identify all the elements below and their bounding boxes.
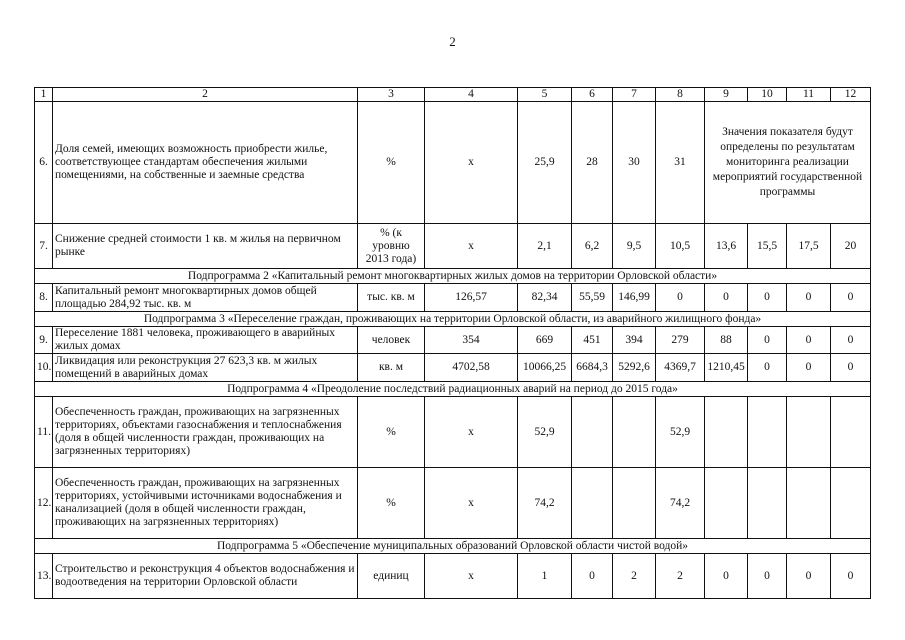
value-cell <box>705 397 748 468</box>
value-cell: х <box>425 224 518 269</box>
value-cell <box>787 468 831 539</box>
row-number: 8. <box>35 284 53 312</box>
value-cell: 17,5 <box>787 224 831 269</box>
column-number: 9 <box>705 88 748 102</box>
value-cell: 0 <box>831 284 871 312</box>
value-cell: 0 <box>705 284 748 312</box>
value-cell: 1210,45 <box>705 354 748 382</box>
value-cell: 10,5 <box>656 224 705 269</box>
value-cell: 0 <box>831 554 871 599</box>
value-cell <box>572 397 613 468</box>
column-number: 11 <box>787 88 831 102</box>
value-cell: 5292,6 <box>613 354 656 382</box>
table-row <box>35 224 871 269</box>
unit-cell: % <box>358 102 425 224</box>
value-cell: 10066,25 <box>518 354 572 382</box>
row-number: 13. <box>35 554 53 599</box>
column-number: 5 <box>518 88 572 102</box>
value-cell: 1 <box>518 554 572 599</box>
value-cell: 74,2 <box>518 468 572 539</box>
indicator-name: Снижение средней стоимости 1 кв. м жилья на первичном рынке <box>53 224 358 269</box>
value-cell <box>831 397 871 468</box>
table-row <box>35 102 871 224</box>
value-cell: 0 <box>748 554 787 599</box>
row-number: 9. <box>35 327 53 354</box>
column-number: 7 <box>613 88 656 102</box>
column-number: 6 <box>572 88 613 102</box>
value-cell: 146,99 <box>613 284 656 312</box>
value-cell: 0 <box>787 354 831 382</box>
unit-cell: % (к уровню 2013 года) <box>358 224 425 269</box>
value-cell: 28 <box>572 102 613 224</box>
value-cell <box>572 468 613 539</box>
indicator-name: Обеспеченность граждан, проживающих на загрязненных территориях, объектами газоснабжения и теплоснабжения (доля в общей численности граждан, проживающих на загрязненных территориях) <box>53 397 358 468</box>
column-number: 2 <box>53 88 358 102</box>
subprogram-title: Подпрограмма 4 «Преодоление последствий радиационных аварий на период до 2015 года» <box>35 382 871 397</box>
value-cell: 30 <box>613 102 656 224</box>
indicators-table <box>34 87 871 599</box>
value-cell: 0 <box>748 354 787 382</box>
value-cell: 25,9 <box>518 102 572 224</box>
row-number: 6. <box>35 102 53 224</box>
unit-cell: кв. м <box>358 354 425 382</box>
value-cell <box>613 397 656 468</box>
table-row <box>35 354 871 382</box>
table-row <box>35 327 871 354</box>
value-cell: 0 <box>705 554 748 599</box>
value-cell: 0 <box>656 284 705 312</box>
value-cell: 126,57 <box>425 284 518 312</box>
subprogram-title: Подпрограмма 3 «Переселение граждан, проживающих на территории Орловской области, из аварийного жилищного фонда» <box>35 312 871 327</box>
value-cell: 2 <box>613 554 656 599</box>
value-cell: 31 <box>656 102 705 224</box>
table-row <box>35 284 871 312</box>
indicator-name: Обеспеченность граждан, проживающих на загрязненных территориях, устойчивыми источниками водоснабжения и канализацией (доля в общей численности граждан, проживающих на загрязненных территориях) <box>53 468 358 539</box>
value-cell <box>748 468 787 539</box>
value-cell: х <box>425 102 518 224</box>
value-cell: 52,9 <box>656 397 705 468</box>
indicator-name: Доля семей, имеющих возможность приобрести жилье, соответствующее стандартам обеспечения жилыми помещениями, на собственные и заемные средства <box>53 102 358 224</box>
row-number: 12. <box>35 468 53 539</box>
value-cell: 0 <box>748 327 787 354</box>
value-cell: 0 <box>787 554 831 599</box>
table-row <box>35 397 871 468</box>
value-cell: 394 <box>613 327 656 354</box>
page-number: 2 <box>449 34 456 49</box>
value-cell: 88 <box>705 327 748 354</box>
column-number: 1 <box>35 88 53 102</box>
value-cell <box>787 397 831 468</box>
column-number: 8 <box>656 88 705 102</box>
unit-cell: человек <box>358 327 425 354</box>
column-number: 3 <box>358 88 425 102</box>
value-cell: 52,9 <box>518 397 572 468</box>
subprogram-row <box>35 382 871 397</box>
unit-cell: % <box>358 468 425 539</box>
value-cell: 451 <box>572 327 613 354</box>
table-header-row <box>35 88 871 102</box>
value-cell: х <box>425 468 518 539</box>
table-row <box>35 554 871 599</box>
value-cell: 4369,7 <box>656 354 705 382</box>
row-number: 7. <box>35 224 53 269</box>
value-cell: 669 <box>518 327 572 354</box>
value-cell: х <box>425 397 518 468</box>
row-number: 11. <box>35 397 53 468</box>
row-number: 10. <box>35 354 53 382</box>
value-cell: 82,34 <box>518 284 572 312</box>
indicator-name: Капитальный ремонт многоквартирных домов общей площадью 284,92 тыс. кв. м <box>53 284 358 312</box>
column-number: 12 <box>831 88 871 102</box>
column-number: 10 <box>748 88 787 102</box>
value-cell: х <box>425 554 518 599</box>
value-cell: 0 <box>787 284 831 312</box>
subprogram-row <box>35 539 871 554</box>
value-cell: 2,1 <box>518 224 572 269</box>
subprogram-title: Подпрограмма 2 «Капитальный ремонт многоквартирных жилых домов на территории Орловской области» <box>35 269 871 284</box>
value-cell: 6,2 <box>572 224 613 269</box>
indicator-name: Переселение 1881 человека, проживающего в аварийных жилых домах <box>53 327 358 354</box>
table-row <box>35 468 871 539</box>
column-number: 4 <box>425 88 518 102</box>
value-cell <box>831 468 871 539</box>
subprogram-row <box>35 269 871 284</box>
indicator-name: Ликвидация или реконструкция 27 623,3 кв. м жилых помещений в аварийных домах <box>53 354 358 382</box>
value-cell: 13,6 <box>705 224 748 269</box>
value-cell: 0 <box>831 354 871 382</box>
value-cell: 15,5 <box>748 224 787 269</box>
value-cell: 4702,58 <box>425 354 518 382</box>
value-cell <box>705 468 748 539</box>
unit-cell: % <box>358 397 425 468</box>
value-cell: 0 <box>831 327 871 354</box>
value-cell: 0 <box>572 554 613 599</box>
value-cell: 55,59 <box>572 284 613 312</box>
indicator-name: Строительство и реконструкция 4 объектов водоснабжения и водоотведения на территории Орловской области <box>53 554 358 599</box>
value-cell: 0 <box>748 284 787 312</box>
subprogram-row <box>35 312 871 327</box>
value-cell: 20 <box>831 224 871 269</box>
value-cell: 9,5 <box>613 224 656 269</box>
value-cell <box>748 397 787 468</box>
monitoring-note: Значения показателя будут определены по результатам мониторинга реализации мероприятий государственной программы <box>705 102 871 224</box>
subprogram-title: Подпрограмма 5 «Обеспечение муниципальных образований Орловской области чистой водой» <box>35 539 871 554</box>
value-cell: 279 <box>656 327 705 354</box>
value-cell: 6684,3 <box>572 354 613 382</box>
value-cell <box>613 468 656 539</box>
value-cell: 0 <box>787 327 831 354</box>
value-cell: 2 <box>656 554 705 599</box>
value-cell: 354 <box>425 327 518 354</box>
unit-cell: тыс. кв. м <box>358 284 425 312</box>
unit-cell: единиц <box>358 554 425 599</box>
value-cell: 74,2 <box>656 468 705 539</box>
